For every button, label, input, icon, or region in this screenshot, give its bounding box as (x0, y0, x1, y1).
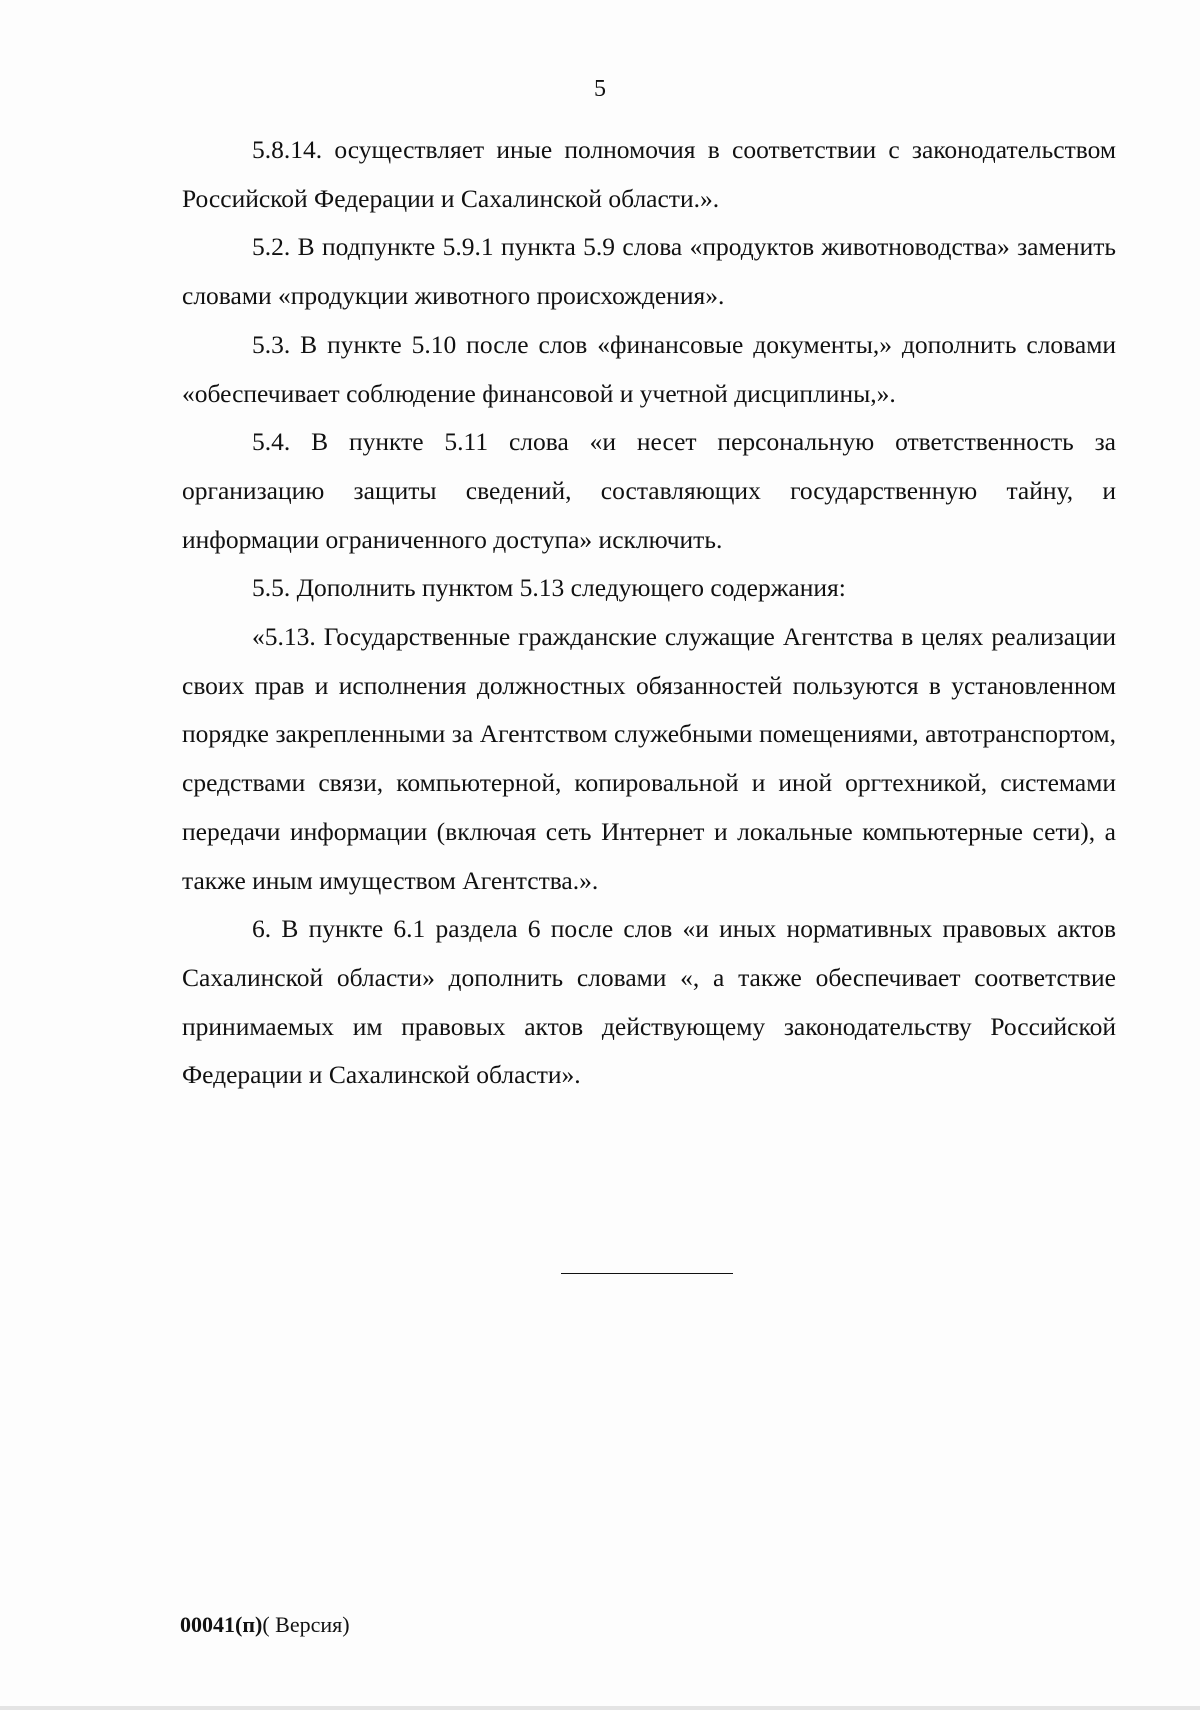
end-divider (561, 1273, 733, 1274)
paragraph-5-5: 5.5. Дополнить пунктом 5.13 следующего содержания: (252, 573, 846, 603)
footer-version: ( Версия) (262, 1612, 350, 1637)
footer-code: 00041(п) (180, 1612, 263, 1637)
paragraph-5-2: 5.2. В подпункте 5.9.1 пункта 5.9 слова «продуктов животноводства» заменить словами «продукции животного происхождения». (182, 232, 1116, 311)
page-bottom-edge (0, 1706, 1200, 1710)
paragraph-5-8-14: 5.8.14. осуществляет иные полномочия в соответствии с законодательством Российской Федерации и Сахалинской области.». (182, 135, 1116, 213)
footer-document-code (180, 1611, 350, 1639)
paragraph-6: 6. В пункте 6.1 раздела 6 после слов «и иных нормативных правовых актов Сахалинской области» дополнить словами «, а также обеспечивает соответствие принимаемых им правовых актов действующему законодательству Российской Федерации и Сахалинской области». (182, 914, 1116, 1090)
document-body (182, 126, 1116, 1100)
paragraph-5-4: 5.4. В пункте 5.11 слова «и несет персональную ответственность за организацию защиты сведений, составляющих государственную тайну, и информации ограниченного доступа» исключить. (182, 427, 1116, 554)
paragraph-5-13-quote: «5.13. Государственные гражданские служащие Агентства в целях реализации своих прав и исполнения должностных обязанностей пользуются в установленном порядке закрепленными за Агентством служебными помещениями, автотранспортом, средствами связи, компьютерной, копировальной и иной оргтехникой, системами передачи информации (включая сеть Интернет и локальные компьютерные сети), а также иным имуществом Агентства.». (182, 622, 1116, 895)
page-number: 5 (594, 76, 606, 102)
paragraph-5-3: 5.3. В пункте 5.10 после слов «финансовые документы,» дополнить словами «обеспечивает соблюдение финансовой и учетной дисциплины,». (182, 329, 1116, 408)
